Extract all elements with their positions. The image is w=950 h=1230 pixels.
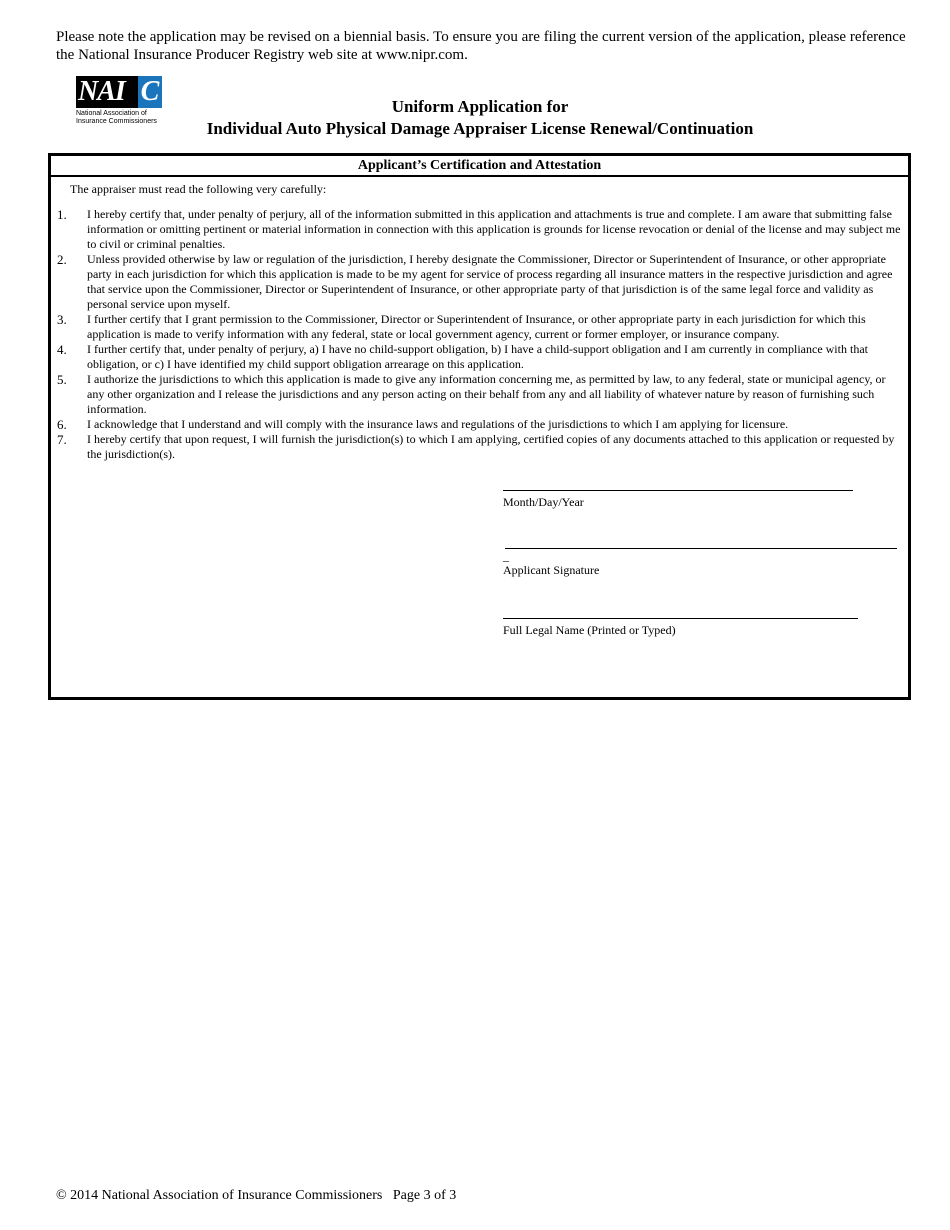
full-name-block: [503, 618, 858, 637]
form-title: [170, 96, 790, 140]
list-item: [57, 372, 905, 417]
naic-logo-c: C: [138, 76, 162, 108]
date-signature-block: [503, 490, 853, 509]
list-item-text: Unless provided otherwise by law or regulation of the jurisdiction, I hereby designate the Commissioner, Director or Superintendent of Insurance, or other appropriate party in each jurisdiction for which this application is made to be my agent for service of process regarding all insurance matters in the respective jurisdiction and agree that service upon the Commissioner, Director or Superintendent of Insurance, or other appropriate party of that jurisdiction is of the same legal force and validity as personal service upon myself.: [87, 252, 893, 311]
section-intro: The appraiser must read the following very carefully:: [70, 182, 327, 196]
date-label: Month/Day/Year: [503, 495, 584, 509]
list-item: [57, 252, 905, 312]
list-item: [57, 342, 905, 372]
list-item-number: 3.: [57, 312, 67, 327]
list-item-text: I hereby certify that, under penalty of perjury, all of the information submitted in this application and attachments is true and complete. I am aware that submitting false information or omitting pertinent or material information in connection with this application is grounds for license revocation or denial of the license and may subject me to civil or criminal penalties.: [87, 207, 901, 251]
full-name-label: Full Legal Name (Printed or Typed): [503, 623, 676, 637]
list-item-number: 7.: [57, 432, 67, 447]
date-field-line[interactable]: [503, 490, 853, 491]
revision-notice: Please note the application may be revised on a biennial basis. To ensure you are filing the current version of the application, please reference the National Insurance Producer Registry web site at www.nipr.com.: [56, 29, 906, 63]
form-title-line2: Individual Auto Physical Damage Appraiser License Renewal/Continuation: [206, 119, 754, 138]
applicant-signature-block: [503, 548, 897, 577]
naic-logo-letters: NAI: [76, 76, 138, 108]
naic-logo-line1: National Association of: [76, 110, 147, 117]
list-item-text: I acknowledge that I understand and will comply with the insurance laws and regulations of the jurisdictions to which I am applying for licensure.: [87, 417, 789, 431]
signature-label: Applicant Signature: [503, 563, 600, 577]
naic-logo-line2: Insurance Commissioners: [76, 118, 157, 125]
list-item-number: 2.: [57, 252, 67, 267]
list-item-number: 6.: [57, 417, 67, 432]
list-item-text: I hereby certify that upon request, I will furnish the jurisdiction(s) to which I am applying, certified copies of any documents attached to this application or requested by the jurisdiction(s).: [87, 432, 895, 461]
list-item-text: I further certify that I grant permission to the Commissioner, Director or Superintendent of Insurance, or other appropriate party in each jurisdiction for which this application is made to verify information with any federal, state or local government agency, current or former employer, or insurance company.: [87, 312, 866, 341]
section-header: Applicant’s Certification and Attestation: [51, 156, 908, 177]
list-item: [57, 432, 905, 462]
list-item: [57, 207, 905, 252]
page-footer: © 2014 National Association of Insurance Commissioners Page 3 of 3: [56, 1188, 457, 1203]
signature-field-line[interactable]: [505, 548, 897, 549]
naic-logo-mark: [76, 76, 162, 108]
full-name-field-line[interactable]: [503, 618, 858, 619]
list-item-number: 1.: [57, 207, 67, 222]
list-item-number: 4.: [57, 342, 67, 357]
certification-list: [57, 207, 905, 462]
list-item-number: 5.: [57, 372, 67, 387]
certification-section: [48, 153, 911, 700]
list-item: [57, 417, 905, 432]
list-item: [57, 312, 905, 342]
naic-logo: [76, 76, 162, 128]
signature-dash: _: [503, 549, 509, 563]
list-item-text: I authorize the jurisdictions to which this application is made to give any information concerning me, as permitted by law, to any federal, state or municipal agency, or any other organization and I release the jurisdictions and any person acting on their behalf from any and all liability of whatever nature by reason of furnishing such information.: [87, 372, 886, 416]
form-title-line1: Uniform Application for: [391, 97, 569, 116]
list-item-text: I further certify that, under penalty of perjury, a) I have no child-support obligation, b) I have a child-support obligation and I am currently in compliance with that obligation, or c) I have identified my child support obligation arrearage on this application.: [87, 342, 868, 371]
